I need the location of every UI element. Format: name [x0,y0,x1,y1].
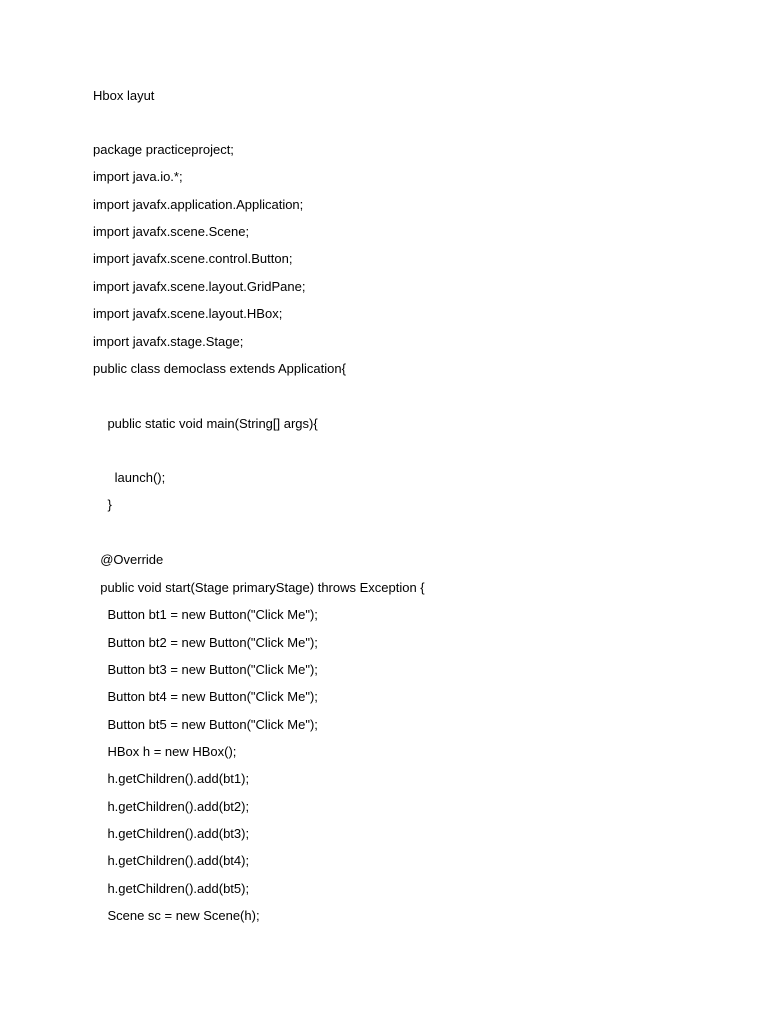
code-line-import-stage: import javafx.stage.Stage; [93,334,244,349]
code-line-import-hbox: import javafx.scene.layout.HBox; [93,306,283,321]
code-line-main-close: } [93,497,112,512]
code-line-add-bt2: h.getChildren().add(bt2); [93,799,250,814]
code-line-main-decl: public static void main(String[] args){ [93,416,318,431]
code-line-button-bt1: Button bt1 = new Button("Click Me"); [93,607,318,622]
code-line-import-application: import javafx.application.Application; [93,197,304,212]
code-line-start-decl: public void start(Stage primaryStage) throws Exception { [93,580,425,595]
code-line-add-bt1: h.getChildren().add(bt1); [93,771,250,786]
code-line-scene-new: Scene sc = new Scene(h); [93,908,260,923]
code-line-class-decl: public class democlass extends Application{ [93,361,346,376]
code-line-button-bt3: Button bt3 = new Button("Click Me"); [93,662,318,677]
code-line-override: @Override [93,552,164,567]
code-line-import-gridpane: import javafx.scene.layout.GridPane; [93,279,306,294]
code-line-button-bt2: Button bt2 = new Button("Click Me"); [93,635,318,650]
code-line-add-bt3: h.getChildren().add(bt3); [93,826,250,841]
code-line-add-bt4: h.getChildren().add(bt4); [93,853,250,868]
code-line-import-button: import javafx.scene.control.Button; [93,251,293,266]
code-line-import-io: import java.io.*; [93,169,183,184]
code-line-import-scene: import javafx.scene.Scene; [93,224,250,239]
document-title: Hbox layut [93,88,155,103]
code-line-add-bt5: h.getChildren().add(bt5); [93,881,250,896]
code-line-button-bt4: Button bt4 = new Button("Click Me"); [93,689,318,704]
code-line-button-bt5: Button bt5 = new Button("Click Me"); [93,717,318,732]
code-line-launch: launch(); [93,470,166,485]
code-line-package: package practiceproject; [93,142,234,157]
code-line-hbox-new: HBox h = new HBox(); [93,744,237,759]
